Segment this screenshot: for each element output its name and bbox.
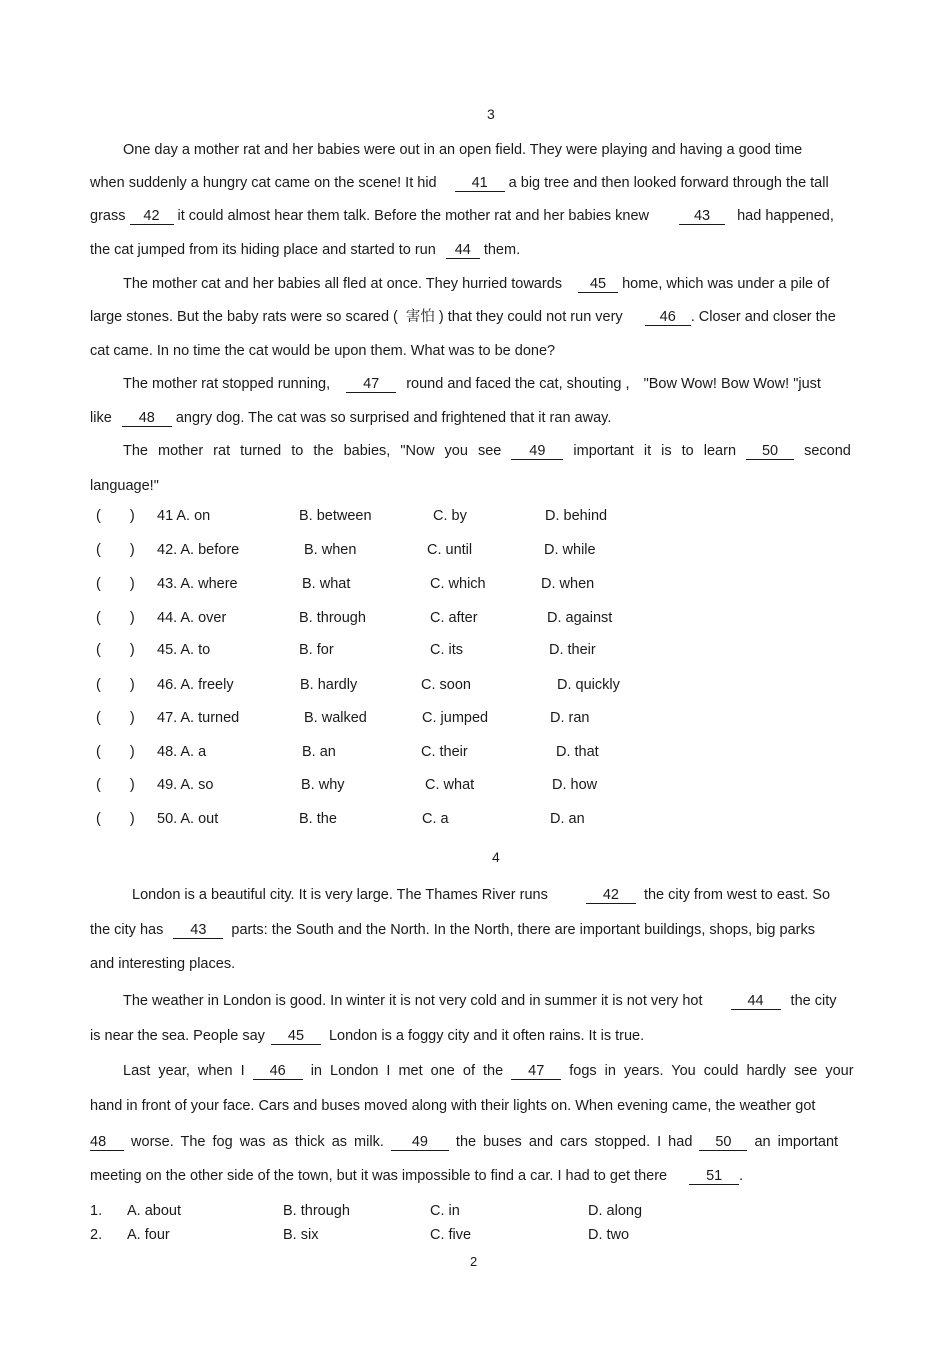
option-b: B. why — [301, 777, 345, 793]
answer-blank: 45 — [271, 1029, 321, 1045]
option-a: 42. A. before — [157, 542, 240, 558]
option-a: 46. A. freely — [157, 677, 234, 693]
answer-blank: 51 — [689, 1169, 739, 1185]
option-b: B. what — [302, 576, 351, 592]
option-b: B. the — [299, 811, 337, 827]
option-d: D. how — [552, 777, 598, 793]
option-b: B. between — [299, 508, 372, 524]
answer-blank: 41 — [455, 176, 505, 192]
answer-blank: 50 — [746, 444, 794, 460]
answer-blank: 45 — [578, 277, 618, 293]
passage-text: Last year, when I — [123, 1063, 245, 1079]
answer-parentheses: ( ) — [96, 777, 135, 793]
passage-text: One day a mother rat and her babies were out in an open field. They were playing and having a good time — [123, 142, 803, 158]
option-row — [0, 776, 950, 794]
passage-text: the city has — [90, 922, 164, 938]
option-row — [0, 676, 950, 694]
passage-text: the city — [790, 993, 837, 1009]
option-d: D. two — [588, 1227, 630, 1243]
option-c: C. its — [430, 642, 464, 658]
passage-text: when suddenly a hungry cat came on the scene! It hid — [90, 175, 437, 191]
option-c: C. a — [422, 811, 449, 827]
passage-text: them. — [483, 242, 521, 258]
passage-text: The mother rat stopped running, — [123, 376, 331, 392]
option-c: C. in — [430, 1203, 460, 1219]
passage-text: The mother rat turned to the babies, "Now you see — [123, 443, 502, 459]
option-c: C. soon — [421, 677, 471, 693]
option-a: 47. A. turned — [157, 710, 240, 726]
answer-parentheses: ( ) — [96, 610, 135, 626]
passage-text: London is a foggy city and it often rains. It is true. — [328, 1028, 645, 1044]
passage-text: language!" — [90, 478, 159, 494]
option-a: 50. A. out — [157, 811, 219, 827]
answer-parentheses: ( ) — [96, 811, 135, 827]
passage-text: meeting on the other side of the town, but it was impossible to find a car. I had to get there — [90, 1168, 668, 1184]
passage-text: hand in front of your face. Cars and buses moved along with their lights on. When evening came, the weather got — [90, 1098, 816, 1114]
passage-text: had happened, — [737, 208, 834, 224]
option-row — [0, 641, 950, 659]
answer-parentheses: ( ) — [96, 642, 135, 658]
option-c: C. their — [421, 744, 468, 760]
answer-blank: 44 — [731, 994, 781, 1010]
passage-text: The mother cat and her babies all fled at once. They hurried towards — [123, 276, 563, 292]
passage-text: cat came. In no time the cat would be upon them. What was to be done? — [90, 343, 556, 359]
question-number: 2. — [90, 1227, 103, 1243]
option-c: C. five — [430, 1227, 472, 1243]
answer-parentheses: ( ) — [96, 744, 135, 760]
answer-blank: 46 — [253, 1064, 303, 1080]
passage-text: large stones. But the baby rats were so scared ( — [90, 309, 398, 325]
answer-blank: 46 — [645, 310, 691, 326]
passage-text: angry dog. The cat was so surprised and frightened that it ran away. — [175, 410, 612, 426]
option-a: 49. A. so — [157, 777, 214, 793]
passage-text: fogs in years. You could hardly see your — [569, 1063, 854, 1079]
answer-parentheses: ( ) — [96, 542, 135, 558]
passage-text: . — [739, 1168, 744, 1184]
option-row — [0, 541, 950, 559]
option-a: 43. A. where — [157, 576, 238, 592]
answer-blank: 48 — [90, 1135, 124, 1151]
passage-text: an important — [754, 1134, 839, 1150]
option-row — [0, 575, 950, 593]
option-a: 44. A. over — [157, 610, 227, 626]
option-a: 41 A. on — [157, 508, 211, 524]
option-row — [0, 507, 950, 525]
option-c: C. what — [425, 777, 475, 793]
page-number: 2 — [470, 1254, 478, 1269]
option-b: B. hardly — [300, 677, 358, 693]
option-c: C. until — [427, 542, 473, 558]
option-a: 48. A. a — [157, 744, 207, 760]
passage-text: grass — [90, 208, 126, 224]
passage-text: a big tree and then looked forward through the tall — [508, 175, 829, 191]
passage-text: the buses and cars stopped. I had — [455, 1134, 693, 1150]
option-d: D. along — [588, 1203, 643, 1219]
option-b: B. for — [299, 642, 334, 658]
passage-text: 害怕 — [405, 309, 435, 325]
option-b: B. six — [283, 1227, 319, 1243]
answer-blank: 42 — [130, 209, 174, 225]
option-d: D. an — [550, 811, 585, 827]
answer-blank: 50 — [699, 1135, 747, 1151]
passage-text: is near the sea. People say — [90, 1028, 265, 1044]
option-b: B. walked — [304, 710, 367, 726]
option-row — [0, 609, 950, 627]
answer-blank: 49 — [391, 1135, 449, 1151]
option-c: C. by — [433, 508, 467, 524]
option-row — [0, 743, 950, 761]
passage-text: the cat jumped from its hiding place and started to run — [90, 242, 436, 258]
passage-text: like — [90, 410, 112, 426]
passage-text: the city from west to east. So — [643, 887, 831, 903]
option-d: D. ran — [550, 710, 590, 726]
option-b: B. when — [304, 542, 357, 558]
option-b: B. through — [283, 1203, 350, 1219]
passage-text: The weather in London is good. In winter it is not very cold and in summer it is not very hot — [123, 993, 703, 1009]
passage-text: in London I met one of the — [310, 1063, 504, 1079]
passage-text: round and faced the cat, shouting , — [406, 376, 630, 392]
passage-text: worse. The fog was as thick as milk. — [131, 1134, 384, 1150]
option-a: A. about — [127, 1203, 182, 1219]
passage-text: and interesting places. — [90, 956, 236, 972]
section-number: 3 — [487, 106, 495, 122]
option-row — [0, 1202, 950, 1220]
option-b: B. an — [302, 744, 336, 760]
answer-parentheses: ( ) — [96, 576, 135, 592]
passage-text: London is a beautiful city. It is very large. The Thames River runs — [132, 887, 548, 903]
option-d: D. against — [547, 610, 613, 626]
passage-text: ) that they could not run very — [438, 309, 623, 325]
option-d: D. when — [541, 576, 595, 592]
option-d: D. while — [544, 542, 596, 558]
option-c: C. after — [430, 610, 478, 626]
option-row — [0, 810, 950, 828]
option-c: C. jumped — [422, 710, 489, 726]
passage-text: parts: the South and the North. In the North, there are important buildings, shops, big parks — [231, 922, 815, 938]
answer-blank: 44 — [446, 243, 480, 259]
answer-parentheses: ( ) — [96, 677, 135, 693]
passage-text: "Bow Wow! Bow Wow! "just — [643, 376, 821, 392]
option-a: 45. A. to — [157, 642, 211, 658]
answer-blank: 47 — [511, 1064, 561, 1080]
option-row — [0, 1226, 950, 1244]
answer-blank: 47 — [346, 377, 396, 393]
answer-blank: 43 — [679, 209, 725, 225]
option-d: D. their — [549, 642, 596, 658]
answer-parentheses: ( ) — [96, 710, 135, 726]
option-d: D. quickly — [557, 677, 620, 693]
question-number: 1. — [90, 1203, 103, 1219]
option-d: D. behind — [545, 508, 608, 524]
passage-text: home, which was under a pile of — [622, 276, 830, 292]
answer-blank: 42 — [586, 888, 636, 904]
option-a: A. four — [127, 1227, 170, 1243]
answer-blank: 49 — [511, 444, 563, 460]
section-number: 4 — [492, 849, 500, 865]
passage-text: important it is to learn — [573, 443, 737, 459]
option-row — [0, 709, 950, 727]
option-c: C. which — [430, 576, 486, 592]
passage-text: . Closer and closer the — [690, 309, 836, 325]
answer-parentheses: ( ) — [96, 508, 135, 524]
answer-blank: 43 — [173, 923, 223, 939]
answer-blank: 48 — [122, 411, 172, 427]
passage-text: second — [804, 443, 851, 459]
passage-text: it could almost hear them talk. Before the mother rat and her babies knew — [177, 208, 650, 224]
option-b: B. through — [299, 610, 366, 626]
option-d: D. that — [556, 744, 599, 760]
